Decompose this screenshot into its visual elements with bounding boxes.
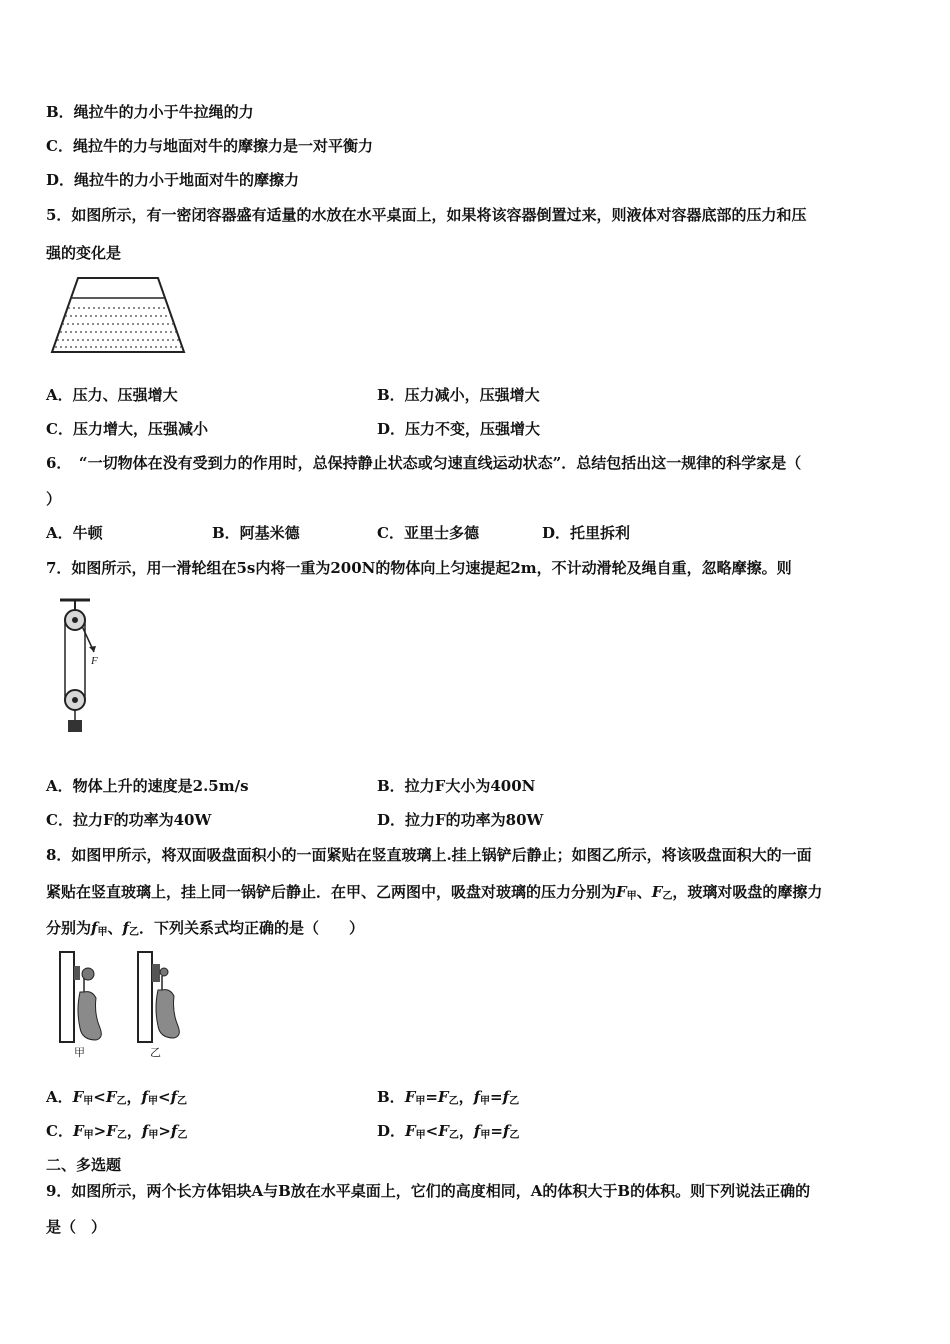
q5-stem-line1: 5．如图所示，有一密闭容器盛有适量的水放在水平桌面上，如果将该容器倒置过来，则液体对容器底部的压力和压	[46, 206, 807, 224]
q5-option-c: C．压力增大，压强减小	[46, 420, 208, 438]
section2-title: 二、多选题	[46, 1156, 122, 1174]
q8-option-b: B．$F_甲=F_乙$，$f_甲=f_乙$	[377, 1088, 520, 1107]
q6-option-a: A．牛顿	[46, 524, 103, 542]
q5-option-d: D．压力不变，压强增大	[377, 420, 541, 438]
q8-stem-line2: 紧贴在竖直玻璃上，挂上同一锅铲后静止．在甲、乙两图中，吸盘对玻璃的压力分别为$F_甲$、$F_乙$，玻璃对吸盘的摩擦力	[46, 883, 823, 902]
q7-option-b: B．拉力F大小为400N	[377, 777, 536, 795]
q9-stem-line2: 是（ ）	[46, 1218, 107, 1236]
q7-pulley-figure	[52, 596, 112, 741]
q7-option-d: D．拉力F的功率为80W	[377, 811, 544, 829]
q6-option-b: B．阿基米德	[212, 524, 300, 542]
q7-option-a: A．物体上升的速度是2.5m/s	[46, 777, 249, 795]
q5-option-a: A．压力、压强增大	[46, 386, 178, 404]
q8-suction-figure	[54, 948, 214, 1060]
q7-option-c: C．拉力F的功率为40W	[46, 811, 212, 829]
q4-option-c: C．绳拉牛的力与地面对牛的摩擦力是一对平衡力	[46, 137, 373, 155]
q6-stem-line1: 6． “一切物体在没有受到力的作用时，总保持静止状态或匀速直线运动状态”．总结包括出这一规律的科学家是（	[46, 454, 802, 472]
q7-force-label: F	[91, 655, 98, 667]
q8-option-a: A．$F_甲<F_乙$，$f_甲<f_乙$	[46, 1088, 188, 1107]
q6-stem-line2: ）	[46, 490, 62, 508]
q4-option-d: D．绳拉牛的力小于地面对牛的摩擦力	[46, 171, 300, 189]
q8-option-d: D．$F_甲<F_乙$，$f_甲=f_乙$	[377, 1122, 520, 1141]
q8-option-c: C．$F_甲>F_乙$，$f_甲>f_乙$	[46, 1122, 188, 1141]
q5-container-figure	[48, 272, 188, 356]
q8-figure-label-yi: 乙	[150, 1047, 161, 1059]
q6-option-c: C．亚里士多德	[377, 524, 479, 542]
q6-option-d: D．托里拆利	[542, 524, 631, 542]
q7-stem: 7．如图所示，用一滑轮组在5s内将一重为200N的物体向上匀速提起2m，不计动滑轮及绳自重，忽略摩擦。则	[46, 559, 792, 577]
q8-stem-line3: 分别为$f_甲$、$f_乙$．下列关系式均正确的是（ ）	[46, 919, 364, 938]
q8-figure-label-jia: 甲	[74, 1047, 85, 1059]
q8-stem-line1: 8．如图甲所示，将双面吸盘面积小的一面紧贴在竖直玻璃上.挂上锅铲后静止；如图乙所示，将该吸盘面积大的一面	[46, 846, 812, 864]
q5-stem-line2: 强的变化是	[46, 244, 122, 262]
q4-option-b: B．绳拉牛的力小于牛拉绳的力	[46, 103, 254, 121]
q5-option-b: B．压力减小，压强增大	[377, 386, 540, 404]
q9-stem-line1: 9．如图所示，两个长方体铝块A与B放在水平桌面上，它们的高度相同，A的体积大于B的体积。则下列说法正确的	[46, 1182, 811, 1200]
